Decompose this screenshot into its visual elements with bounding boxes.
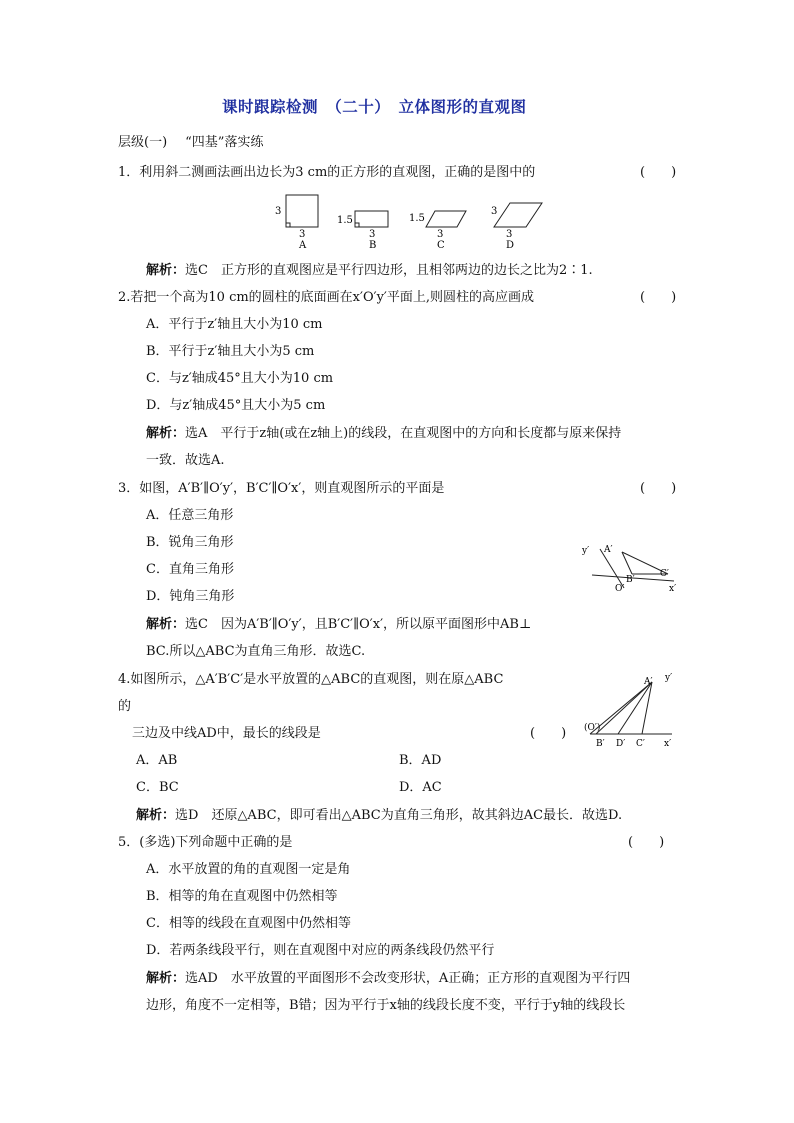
q3-option-d: D．钝角三角形	[146, 589, 235, 604]
q1-figure	[270, 193, 560, 253]
q5-analysis-line1	[146, 971, 630, 987]
q5-option-a: A．水平放置的角的直观图一定是角	[146, 862, 351, 877]
q1-stem: 1．利用斜二测画法画出边长为3 cm的正方形的直观图，正确的是图中的	[118, 165, 536, 180]
q1-b-bottom: 3	[369, 229, 376, 240]
q5-stem: 5．(多选)下列命题中正确的是	[118, 835, 293, 850]
q2-answer-paren: ( )	[640, 290, 677, 305]
q3-stem: 3．如图，A′B′∥O′y′，B′C′∥O′x′，则直观图所示的平面是	[118, 481, 445, 496]
analysis-label: 解析：	[136, 808, 176, 823]
analysis-label: 解析：	[146, 426, 186, 441]
q3-option-c: C．直角三角形	[146, 562, 234, 577]
q2-analysis-line1	[146, 426, 621, 442]
q4-stem-line3: 三边及中线AD中，最长的线段是	[132, 726, 321, 741]
q4-fig-c: C′	[636, 739, 645, 749]
q4-fig-a: A′	[644, 677, 653, 687]
q4-option-d: D．AC	[399, 780, 442, 795]
q4-option-a: A．AB	[136, 753, 178, 768]
q1-a-side: 3	[275, 206, 282, 217]
q3-fig-c: C′	[660, 569, 669, 579]
q5-option-b: B．相等的角在直观图中仍然相等	[146, 889, 338, 904]
q4-fig-x: x′	[664, 739, 672, 749]
analysis-label: 解析：	[146, 263, 186, 278]
q2-option-b: B．平行于z′轴且大小为5 cm	[146, 344, 315, 359]
level-prefix: 层级(一)	[118, 135, 168, 150]
q4-fig-y: y′	[665, 673, 673, 683]
q1-option-c-figure	[426, 211, 466, 227]
q3-fig-o: O′	[615, 584, 625, 594]
q3-analysis-line2: BC.所以△ABC为直角三角形．故选C.	[146, 644, 366, 659]
level-heading	[118, 135, 263, 151]
q4-fig-b: B′	[596, 739, 605, 749]
q1-option-a-figure	[286, 195, 318, 227]
q4-answer-paren: ( )	[530, 726, 567, 741]
page-title: 课时跟踪检测 （二十） 立体图形的直观图	[222, 97, 527, 116]
q2-stem: 2.若把一个高为10 cm的圆柱的底面画在x′O′y′平面上,则圆柱的高应画成	[118, 290, 535, 305]
q3-fig-b: B′	[626, 575, 635, 585]
q1-c-side: 1.5	[409, 213, 425, 224]
q5-analysis-line2: 边形，角度不一定相等，B错；因为平行于x轴的线段长度不变，平行于y轴的线段长	[146, 998, 626, 1013]
q1-c-bottom: 3	[437, 229, 444, 240]
q1-d-bottom: 3	[506, 229, 513, 240]
q5-option-c: C．相等的线段在直观图中仍然相等	[146, 916, 351, 931]
q1-b-label: B	[369, 240, 377, 251]
q4-analysis	[136, 808, 622, 824]
q4-figure	[584, 672, 684, 752]
q1-option-d-figure	[494, 203, 542, 227]
q1-a-bottom: 3	[299, 229, 306, 240]
q3-figure	[578, 540, 683, 600]
q2-analysis-line2: 一致．故选A.	[146, 453, 225, 468]
q1-analysis-text: 选C 正方形的直观图应是平行四边形，且相邻两边的边长之比为2∶1.	[185, 263, 593, 278]
q3-fig-a: A′	[604, 545, 613, 555]
q3-fig-y: y′	[582, 546, 590, 556]
q4-fig-o: (O′)	[584, 723, 601, 733]
q1-d-label: D	[506, 240, 515, 251]
q1-option-b-figure	[355, 211, 388, 227]
q2-analysis-text: 选A 平行于z轴(或在z轴上)的线段，在直观图中的方向和长度都与原来保持	[185, 426, 622, 441]
level-name: “四基”落实练	[185, 135, 264, 150]
q4-fig-d: D′	[616, 739, 626, 749]
q3-answer-paren: ( )	[640, 481, 677, 496]
q2-option-a: A．平行于z′轴且大小为10 cm	[146, 317, 323, 332]
q1-analysis	[146, 263, 593, 279]
q3-analysis-text: 选C 因为A′B′∥O′y′，且B′C′∥O′x′，所以原平面图形中AB⊥	[185, 617, 532, 632]
q3-fig-x: x′	[669, 584, 677, 594]
q3-analysis-line1	[146, 617, 531, 633]
q5-answer-paren: ( )	[628, 835, 665, 850]
q5-analysis-text: 选AD 水平放置的平面图形不会改变形状，A正确；正方形的直观图为平行四	[185, 971, 631, 986]
q4-stem-line1: 4.如图所示，△A′B′C′是水平放置的△ABC的直观图，则在原△ABC	[118, 672, 504, 687]
q4-stem-line2: 的	[118, 699, 132, 714]
analysis-label: 解析：	[146, 617, 186, 632]
q1-a-label: A	[299, 240, 307, 251]
q4-analysis-text: 选D 还原△ABC，即可看出△ABC为直角三角形，故其斜边AC最长．故选D.	[175, 808, 623, 823]
q1-b-side: 1.5	[337, 215, 353, 226]
q1-c-label: C	[437, 240, 445, 251]
analysis-label: 解析：	[146, 971, 186, 986]
q2-option-d: D．与z′轴成45°且大小为5 cm	[146, 398, 326, 413]
q3-option-b: B．锐角三角形	[146, 535, 234, 550]
q4-option-c: C．BC	[136, 780, 179, 795]
q1-d-side: 3	[491, 206, 498, 217]
q3-option-a: A．任意三角形	[146, 508, 234, 523]
q5-option-d: D．若两条线段平行，则在直观图中对应的两条线段仍然平行	[146, 943, 495, 958]
q4-option-b: B．AD	[399, 753, 442, 768]
q2-option-c: C．与z′轴成45°且大小为10 cm	[146, 371, 334, 386]
q1-answer-paren: ( )	[640, 165, 677, 180]
